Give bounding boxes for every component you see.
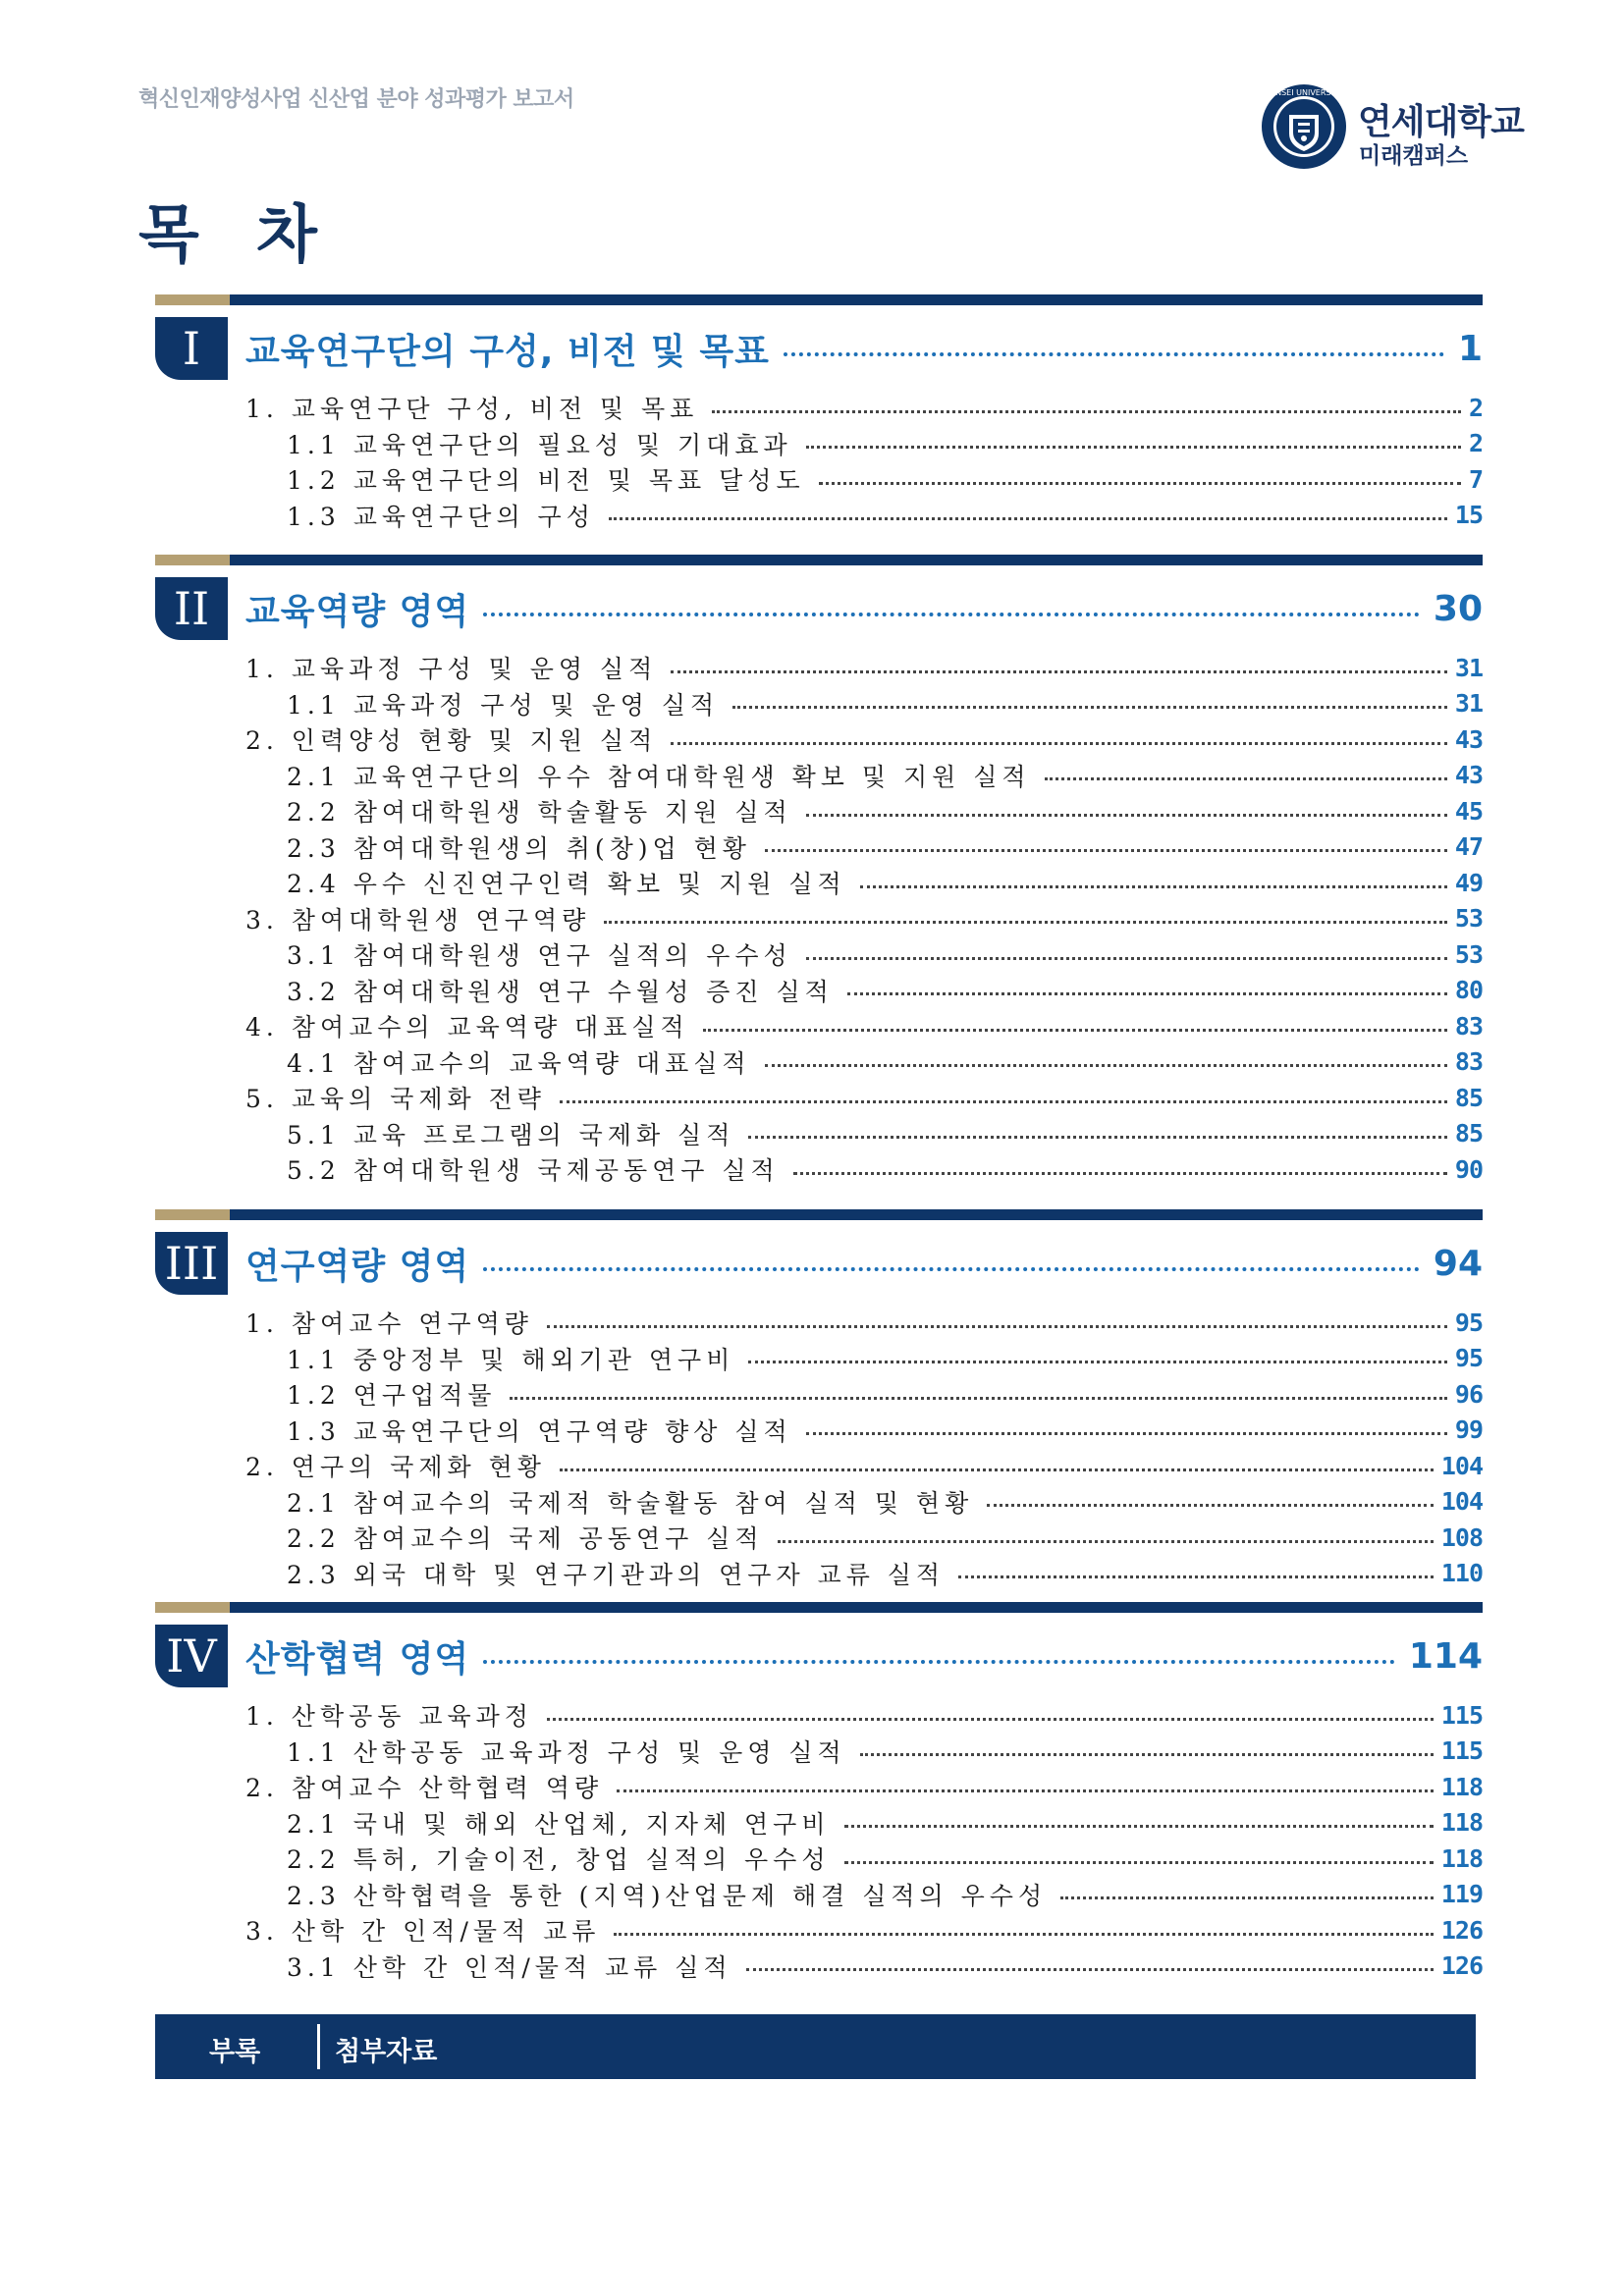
section-page-number: 114 xyxy=(1408,1635,1483,1677)
toc-item-page-number: 95 xyxy=(1454,1344,1483,1373)
dot-leader xyxy=(604,921,1447,924)
toc-item-label: 1.3 교육연구단의 구성 xyxy=(287,502,595,531)
toc-item-page-number: 119 xyxy=(1440,1880,1483,1909)
toc-item-label: 4.1 참여교수의 교육역량 대표실적 xyxy=(287,1048,751,1078)
university-name: 연세대학교 xyxy=(1358,102,1524,142)
toc-subitem[interactable] xyxy=(155,1376,1483,1413)
dot-leader xyxy=(614,1933,1433,1936)
toc-item-label: 1.2 교육연구단의 비전 및 목표 달성도 xyxy=(287,466,805,496)
section-heading[interactable] xyxy=(155,1625,1483,1687)
toc-item-page-number: 90 xyxy=(1454,1154,1483,1184)
dot-leader xyxy=(483,613,1420,616)
appendix-bar[interactable] xyxy=(155,2014,1476,2079)
toc-subitem[interactable] xyxy=(155,1877,1483,1913)
dot-leader xyxy=(748,1136,1447,1139)
toc-item-page-number: 126 xyxy=(1440,1915,1483,1945)
toc-item[interactable] xyxy=(155,1305,1483,1341)
toc-item-label: 4. 참여교수의 교육역량 대표실적 xyxy=(245,1013,689,1042)
toc-item-label: 3. 산학 간 인적/물적 교류 xyxy=(245,1917,601,1947)
toc-item-page-number: 118 xyxy=(1440,1843,1483,1873)
toc-item[interactable] xyxy=(155,1080,1483,1116)
report-header-title: 혁신인재양성사업 신산업 분야 성과평가 보고서 xyxy=(138,87,574,112)
toc-subitem[interactable] xyxy=(155,1151,1483,1188)
toc-subitem[interactable] xyxy=(155,1556,1483,1592)
toc-item[interactable] xyxy=(155,1769,1483,1805)
toc-subitem[interactable] xyxy=(155,1841,1483,1877)
dot-leader xyxy=(784,352,1444,356)
toc-item-page-number: 15 xyxy=(1454,501,1483,530)
toc-item-label: 1. 교육과정 구성 및 운영 실적 xyxy=(245,655,658,684)
toc-subitem[interactable] xyxy=(155,973,1483,1009)
dot-leader xyxy=(958,1575,1434,1578)
toc-item-label: 3. 참여대학원생 연구역량 xyxy=(245,905,591,934)
toc-item-label: 1. 산학공동 교육과정 xyxy=(245,1702,533,1732)
toc-item-label: 2.2 참여교수의 국제 공동연구 실적 xyxy=(287,1524,764,1554)
toc-subitem[interactable] xyxy=(155,461,1483,498)
dot-leader xyxy=(765,1064,1447,1067)
dot-leader xyxy=(547,1325,1447,1328)
toc-subitem[interactable] xyxy=(155,1484,1483,1521)
toc-item[interactable] xyxy=(155,1697,1483,1734)
section-heading[interactable] xyxy=(155,577,1483,640)
dot-leader xyxy=(712,410,1461,413)
toc-item-label: 1.1 산학공동 교육과정 구성 및 운영 실적 xyxy=(287,1737,846,1767)
dot-leader xyxy=(483,1267,1420,1271)
toc-item-label: 2.3 외국 대학 및 연구기관과의 연구자 교류 실적 xyxy=(287,1560,946,1589)
toc-item-page-number: 104 xyxy=(1440,1487,1483,1517)
dot-leader xyxy=(560,1468,1434,1471)
toc-item-page-number: 115 xyxy=(1440,1736,1483,1766)
toc-item-page-number: 53 xyxy=(1454,939,1483,969)
toc-item-page-number: 80 xyxy=(1454,976,1483,1005)
toc-item-page-number: 99 xyxy=(1454,1415,1483,1445)
dot-leader xyxy=(819,482,1461,485)
toc-item-label: 1.1 교육연구단의 필요성 및 기대효과 xyxy=(287,430,792,459)
toc-section xyxy=(155,1602,1483,1984)
dot-leader xyxy=(748,1361,1447,1363)
toc-item-label: 3.1 참여대학원생 연구 실적의 우수성 xyxy=(287,941,792,971)
toc-item-label: 1.1 중앙정부 및 해외기관 연구비 xyxy=(287,1345,735,1374)
toc-subitem[interactable] xyxy=(155,1341,1483,1377)
dot-leader xyxy=(778,1540,1434,1543)
dot-leader xyxy=(560,1100,1447,1103)
toc-item-label: 2.1 국내 및 해외 산업체, 지자체 연구비 xyxy=(287,1809,831,1839)
toc-item[interactable] xyxy=(155,721,1483,758)
dot-leader xyxy=(844,1825,1434,1828)
section-title: 교육연구단의 구성, 비전 및 목표 xyxy=(245,331,770,372)
toc-subitem[interactable] xyxy=(155,426,1483,462)
dot-leader xyxy=(671,670,1447,673)
section-divider-bar xyxy=(155,294,1483,305)
toc-item-page-number: 108 xyxy=(1440,1522,1483,1552)
dot-leader xyxy=(483,1660,1395,1664)
toc-item-label: 2. 인력양성 현황 및 지원 실적 xyxy=(245,726,658,756)
dot-leader xyxy=(547,1718,1434,1721)
dot-leader xyxy=(806,1432,1447,1435)
dot-leader xyxy=(732,706,1447,709)
toc-item-page-number: 96 xyxy=(1454,1379,1483,1409)
dot-leader xyxy=(806,957,1447,960)
dot-leader xyxy=(860,885,1447,888)
appendix-title: 첨부자료 xyxy=(335,2037,438,2067)
toc-section xyxy=(155,1209,1483,1591)
section-heading[interactable] xyxy=(155,1232,1483,1295)
section-title: 교육역량 영역 xyxy=(245,591,470,632)
appendix-label: 부록 xyxy=(209,2037,261,2067)
dot-leader xyxy=(1060,1896,1434,1899)
section-page-number: 1 xyxy=(1457,328,1483,369)
dot-leader xyxy=(746,1968,1434,1971)
toc-item[interactable] xyxy=(155,650,1483,686)
toc-item-label: 2.4 우수 신진연구인력 확보 및 지원 실적 xyxy=(287,870,846,899)
toc-subitem[interactable] xyxy=(155,1116,1483,1152)
section-numeral-badge: II xyxy=(155,577,228,640)
toc-item-label: 5. 교육의 국제화 전략 xyxy=(245,1085,546,1114)
toc-item-label: 3.2 참여대학원생 연구 수월성 증진 실적 xyxy=(287,977,834,1006)
toc-item-label: 1. 참여교수 연구역량 xyxy=(245,1309,533,1339)
dot-leader xyxy=(617,1789,1434,1792)
toc-item[interactable] xyxy=(155,1008,1483,1044)
section-numeral-badge: III xyxy=(155,1232,228,1295)
university-seal-icon xyxy=(1260,82,1348,171)
toc-item-page-number: 45 xyxy=(1454,796,1483,826)
toc-item[interactable] xyxy=(155,1912,1483,1949)
toc-item-page-number: 2 xyxy=(1468,393,1483,422)
toc-item-label: 1.3 교육연구단의 연구역량 향상 실적 xyxy=(287,1416,792,1446)
toc-item-list xyxy=(155,1697,1483,1984)
toc-subitem[interactable] xyxy=(155,793,1483,829)
seal-text: YONSEI UNIVERSITY xyxy=(1265,88,1343,97)
section-title: 산학협력 영역 xyxy=(245,1638,470,1680)
section-divider-bar xyxy=(155,555,1483,565)
section-divider-accent xyxy=(155,294,230,305)
toc-item-label: 2.1 교육연구단의 우수 참여대학원생 확보 및 지원 실적 xyxy=(287,762,1031,791)
toc-item-list xyxy=(155,1305,1483,1591)
toc-item-page-number: 83 xyxy=(1454,1011,1483,1041)
toc-subitem[interactable] xyxy=(155,686,1483,722)
dot-leader xyxy=(510,1397,1446,1400)
section-numeral-badge: I xyxy=(155,317,228,380)
toc-item-page-number: 31 xyxy=(1454,653,1483,682)
appendix-divider xyxy=(317,2024,320,2069)
dot-leader xyxy=(609,517,1447,520)
toc-subitem[interactable] xyxy=(155,758,1483,794)
toc-item-page-number: 126 xyxy=(1440,1951,1483,1981)
toc-subitem[interactable] xyxy=(155,936,1483,973)
toc-item-page-number: 85 xyxy=(1454,1083,1483,1112)
toc-item-label: 2.2 특허, 기술이전, 창업 실적의 우수성 xyxy=(287,1845,831,1875)
toc-item[interactable] xyxy=(155,1448,1483,1484)
toc-item[interactable] xyxy=(155,390,1483,426)
toc-item-page-number: 95 xyxy=(1454,1308,1483,1337)
toc-subitem[interactable] xyxy=(155,865,1483,901)
toc-item-page-number: 83 xyxy=(1454,1047,1483,1077)
toc-item-page-number: 118 xyxy=(1440,1772,1483,1801)
section-divider-bar xyxy=(155,1602,1483,1613)
dot-leader xyxy=(860,1753,1434,1756)
toc-item[interactable] xyxy=(155,901,1483,937)
toc-item-list xyxy=(155,390,1483,533)
toc-item-label: 1.1 교육과정 구성 및 운영 실적 xyxy=(287,690,720,720)
toc-item-page-number: 115 xyxy=(1440,1700,1483,1730)
toc-subitem[interactable] xyxy=(155,498,1483,534)
section-page-number: 30 xyxy=(1433,588,1483,629)
toc-item-page-number: 49 xyxy=(1454,868,1483,897)
dot-leader xyxy=(765,849,1447,852)
toc-item-label: 2.2 참여대학원생 학술활동 지원 실적 xyxy=(287,798,792,828)
dot-leader xyxy=(793,1172,1447,1175)
toc-subitem[interactable] xyxy=(155,1044,1483,1081)
section-divider-accent xyxy=(155,555,230,565)
toc-section xyxy=(155,294,1483,533)
toc-item-page-number: 43 xyxy=(1454,724,1483,754)
toc-subitem[interactable] xyxy=(155,1520,1483,1556)
toc-item-label: 3.1 산학 간 인적/물적 교류 실적 xyxy=(287,1952,732,1982)
section-divider-accent xyxy=(155,1602,230,1613)
toc-subitem[interactable] xyxy=(155,829,1483,866)
toc-item-page-number: 7 xyxy=(1468,464,1483,494)
section-numeral-badge: IV xyxy=(155,1625,228,1687)
toc-item-page-number: 85 xyxy=(1454,1119,1483,1148)
toc-item-list xyxy=(155,650,1483,1188)
toc-item-page-number: 31 xyxy=(1454,689,1483,719)
toc-item-label: 5.1 교육 프로그램의 국제화 실적 xyxy=(287,1120,735,1149)
section-divider-accent xyxy=(155,1209,230,1220)
dot-leader xyxy=(703,1029,1447,1032)
toc-item-page-number: 2 xyxy=(1468,429,1483,458)
dot-leader xyxy=(806,814,1447,817)
page-title: 목 차 xyxy=(138,199,335,272)
toc-item-label: 2. 연구의 국제화 현황 xyxy=(245,1453,546,1482)
campus-name: 미래캠퍼스 xyxy=(1359,143,1469,169)
dot-leader xyxy=(671,742,1447,745)
dot-leader xyxy=(987,1504,1434,1507)
toc-item-label: 5.2 참여대학원생 국제공동연구 실적 xyxy=(287,1156,780,1186)
section-title: 연구역량 영역 xyxy=(245,1246,470,1287)
dot-leader xyxy=(847,992,1447,995)
toc-subitem[interactable] xyxy=(155,1413,1483,1449)
toc-item-page-number: 43 xyxy=(1454,761,1483,790)
toc-item-label: 1. 교육연구단 구성, 비전 및 목표 xyxy=(245,395,699,424)
section-divider-bar xyxy=(155,1209,1483,1220)
dot-leader xyxy=(806,446,1461,449)
toc-item-label: 2.1 참여교수의 국제적 학술활동 참여 실적 및 현황 xyxy=(287,1488,974,1518)
section-heading[interactable] xyxy=(155,317,1483,380)
toc-subitem[interactable] xyxy=(155,1805,1483,1842)
toc-item-label: 2. 참여교수 산학협력 역량 xyxy=(245,1774,604,1803)
toc-item-page-number: 104 xyxy=(1440,1451,1483,1480)
toc-item-page-number: 110 xyxy=(1440,1559,1483,1588)
toc-item-page-number: 47 xyxy=(1454,832,1483,862)
toc-item-label: 2.3 산학협력을 통한 (지역)산업문제 해결 실적의 우수성 xyxy=(287,1881,1048,1910)
dot-leader xyxy=(1045,777,1447,780)
toc-subitem[interactable] xyxy=(155,1949,1483,1985)
toc-item-label: 2.3 참여대학원생의 취(창)업 현황 xyxy=(287,833,751,863)
toc-item-page-number: 53 xyxy=(1454,904,1483,934)
toc-item-page-number: 118 xyxy=(1440,1808,1483,1838)
toc-item-label: 1.2 연구업적물 xyxy=(287,1381,497,1411)
university-logo xyxy=(1260,80,1535,175)
section-page-number: 94 xyxy=(1433,1243,1483,1284)
toc-section xyxy=(155,555,1483,1188)
dot-leader xyxy=(844,1861,1434,1864)
toc-subitem[interactable] xyxy=(155,1734,1483,1770)
